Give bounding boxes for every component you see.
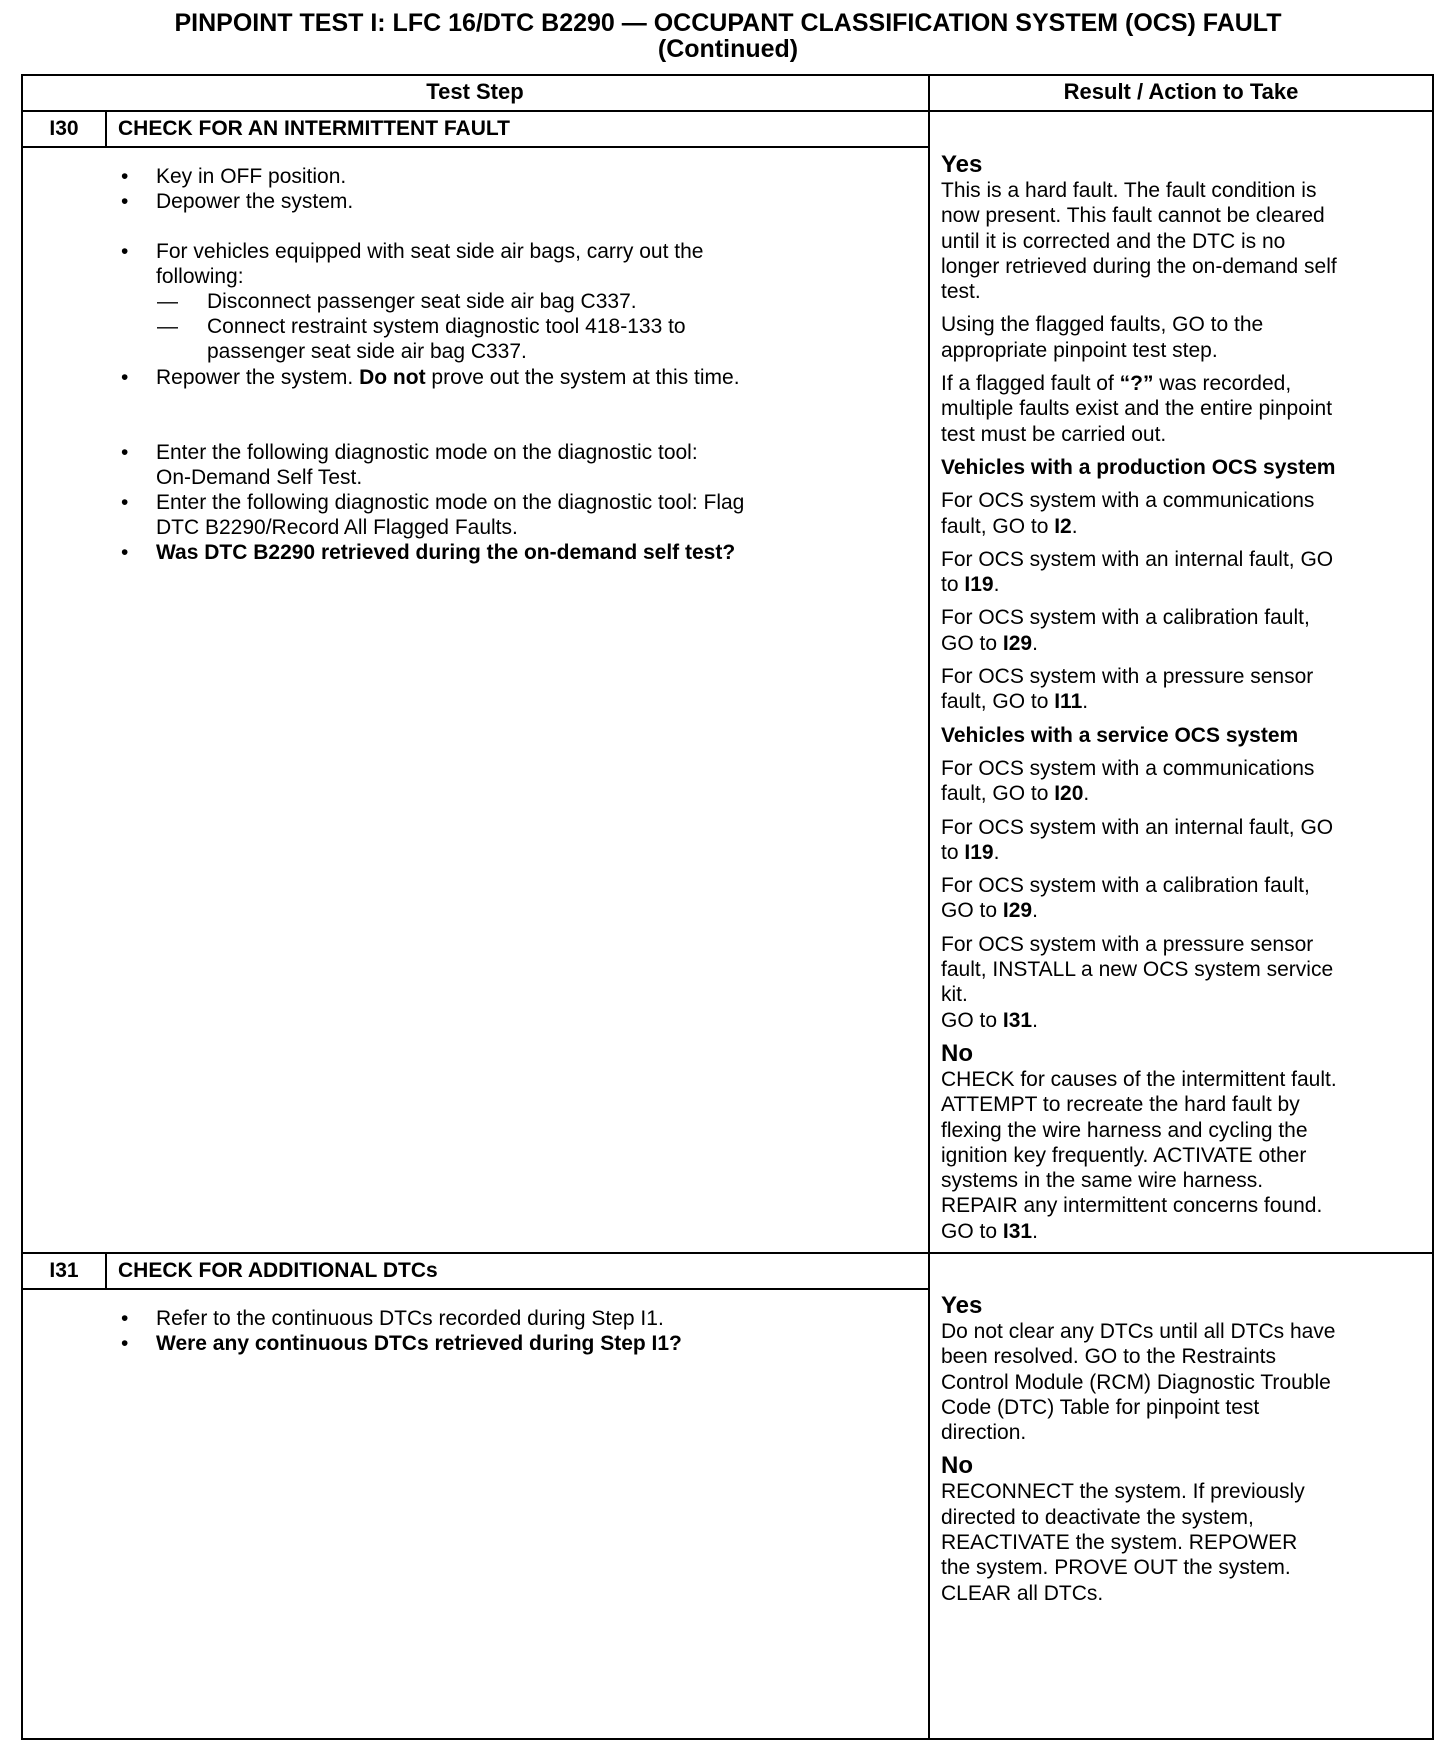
text-line <box>941 1370 1431 1395</box>
text: For OCS system with a pressure sensor <box>941 665 1314 689</box>
text-line <box>941 572 1431 597</box>
bullet-icon: • <box>121 1332 129 1355</box>
text: Yes <box>941 151 983 178</box>
text-line <box>941 1168 1431 1193</box>
text: GO to <box>941 1008 1003 1032</box>
text-line <box>941 312 1431 337</box>
text-line <box>941 840 1431 865</box>
text-line <box>941 488 1431 513</box>
text: Depower the system. <box>156 190 354 213</box>
text: to <box>941 573 965 597</box>
text-line <box>941 1319 1431 1344</box>
text-line <box>941 1067 1431 1092</box>
text-line <box>941 1581 1431 1606</box>
bullet-item <box>121 365 740 390</box>
text: REACTIVATE the system. REPOWER <box>941 1531 1298 1555</box>
text: ignition key frequently. ACTIVATE other <box>941 1143 1307 1167</box>
bullet-item <box>121 164 347 189</box>
text-line <box>941 1293 1431 1319</box>
text-line <box>207 289 637 314</box>
text: For OCS system with a calibration fault, <box>941 606 1310 630</box>
text: On-Demand Self Test. <box>156 466 363 490</box>
result-paragraph <box>941 815 1431 866</box>
table-border-bottom <box>21 1738 1434 1740</box>
text: direction. <box>941 1421 1027 1445</box>
result-paragraph <box>941 371 1431 447</box>
bold-text: Was DTC B2290 retrieved during the on-demand self test? <box>156 541 736 564</box>
text-line <box>941 1420 1431 1445</box>
text: CLEAR all DTCs. <box>941 1581 1104 1605</box>
text-line <box>941 178 1431 203</box>
text: . <box>1032 1008 1038 1032</box>
result-paragraph <box>941 1479 1431 1605</box>
text: . <box>1071 514 1078 538</box>
bullet-item <box>121 440 698 491</box>
text: . <box>993 840 1000 864</box>
text-line <box>941 815 1431 840</box>
text: For OCS system with a communications <box>941 756 1315 780</box>
text-line <box>941 455 1431 480</box>
bold-text: I31 <box>1002 1219 1033 1243</box>
result-paragraph <box>941 664 1431 715</box>
text-line <box>941 514 1431 539</box>
bold-text: I31 <box>1002 1008 1033 1032</box>
text: Yes <box>941 1292 983 1319</box>
text-line <box>941 1453 1431 1479</box>
text-line <box>941 723 1431 748</box>
text: following: <box>156 265 244 289</box>
result-paragraph <box>941 756 1431 807</box>
text: fault, INSTALL a new OCS system service <box>941 958 1334 982</box>
text: was recorded, <box>1153 372 1292 396</box>
text-line <box>941 1530 1431 1555</box>
text-line <box>941 982 1431 1007</box>
bold-text: I29 <box>1002 899 1033 923</box>
text-line <box>156 264 703 289</box>
text: . <box>1083 782 1090 806</box>
bullet-icon: • <box>121 541 129 564</box>
text: For OCS system with a pressure sensor <box>941 932 1314 956</box>
bullet-icon: • <box>121 165 129 188</box>
bullet-item <box>121 540 736 565</box>
text-line <box>941 1395 1431 1420</box>
header-result: Result / Action to Take <box>1063 79 1299 104</box>
text-line <box>941 203 1431 228</box>
bold-text: I2 <box>1054 514 1072 538</box>
bullet-icon: • <box>121 491 129 514</box>
text: Do not clear any DTCs until all DTCs have <box>941 1320 1336 1343</box>
bold-text: I11 <box>1054 690 1083 714</box>
result-paragraph <box>941 178 1431 304</box>
text: Refer to the continuous DTCs recorded during Step I1. <box>156 1307 664 1330</box>
result-paragraph <box>941 605 1431 656</box>
text: multiple faults exist and the entire pinpoint <box>941 397 1333 421</box>
text-line <box>941 422 1431 447</box>
step-id: I31 <box>49 1259 79 1282</box>
text-line <box>156 189 353 214</box>
text: For OCS system with a communications <box>941 489 1315 513</box>
text: now present. This fault cannot be cleared <box>941 204 1325 228</box>
text-line <box>941 1118 1431 1143</box>
text: For OCS system with an internal fault, GO <box>941 547 1334 571</box>
text: fault, GO to <box>941 514 1055 538</box>
text-line <box>156 365 740 390</box>
text: directed to deactivate the system, <box>941 1505 1254 1529</box>
bullet-icon: • <box>121 240 129 263</box>
text-line <box>941 605 1431 630</box>
text: fault, GO to <box>941 782 1055 806</box>
text-line <box>941 1555 1431 1580</box>
text: Code (DTC) Table for pinpoint test <box>941 1395 1260 1419</box>
i30-results <box>941 150 1431 1252</box>
text-line <box>941 664 1431 689</box>
dash-icon: — <box>157 315 178 338</box>
sub-item <box>157 314 686 365</box>
bullet-item <box>121 189 354 214</box>
text: . <box>1082 690 1089 714</box>
text: Control Module (RCM) Diagnostic Trouble <box>941 1370 1331 1394</box>
text-line <box>941 1092 1431 1117</box>
text-line <box>941 689 1431 714</box>
result-label <box>941 1041 1431 1067</box>
i31-results <box>941 1291 1431 1614</box>
bold-text: Were any continuous DTCs retrieved during Step I1? <box>156 1332 682 1355</box>
text-line <box>941 756 1431 781</box>
text: systems in the same wire harness. <box>941 1169 1264 1193</box>
result-paragraph <box>941 312 1431 363</box>
text: GO to <box>941 899 1003 923</box>
text: test must be carried out. <box>941 422 1167 446</box>
text: For OCS system with a calibration fault, <box>941 874 1310 898</box>
text-line <box>156 440 698 465</box>
bold-text: I19 <box>964 840 994 864</box>
text: For OCS system with an internal fault, GO <box>941 815 1334 839</box>
text: GO to <box>941 631 1003 655</box>
text: Vehicles with a production OCS system <box>941 455 1336 479</box>
bold-text: “?” <box>1119 372 1154 396</box>
text-line <box>941 279 1431 304</box>
text-line <box>207 339 686 364</box>
text: For vehicles equipped with seat side air bags, carry out the <box>156 240 704 263</box>
text: ATTEMPT to recreate the hard fault by <box>941 1093 1300 1117</box>
result-label <box>941 1453 1431 1479</box>
bold-text: I20 <box>1054 782 1084 806</box>
text: This is a hard fault. The fault condition is <box>941 179 1317 202</box>
text-line <box>156 490 744 515</box>
result-label <box>941 1293 1431 1319</box>
text-line <box>941 1219 1431 1244</box>
bullet-item <box>121 490 745 541</box>
text: kit. <box>941 983 968 1007</box>
text-line <box>156 164 346 189</box>
result-paragraph <box>941 873 1431 924</box>
text-line <box>941 631 1431 656</box>
bold-text: I19 <box>964 573 994 597</box>
bold-text: Do not <box>359 366 426 389</box>
step-title: CHECK FOR ADDITIONAL DTCs <box>118 1259 438 1282</box>
bold-text: I29 <box>1002 631 1033 655</box>
text-line <box>156 239 703 264</box>
text-line <box>941 1143 1431 1168</box>
text: to <box>941 840 965 864</box>
text: Enter the following diagnostic mode on the diagnostic tool: <box>156 441 698 464</box>
text: RECONNECT the system. If previously <box>941 1480 1305 1504</box>
text-line <box>156 1306 664 1331</box>
page-subtitle: (Continued) <box>657 35 799 63</box>
text: Repower the system. <box>156 366 360 389</box>
step-title: CHECK FOR AN INTERMITTENT FAULT <box>118 117 510 140</box>
text: No <box>941 1452 973 1480</box>
text: GO to <box>941 1219 1003 1243</box>
text: CHECK for causes of the intermittent fault. <box>941 1067 1337 1091</box>
table-border-right <box>1432 74 1434 1740</box>
result-label <box>941 152 1431 178</box>
text: DTC B2290/Record All Flagged Faults. <box>156 516 518 540</box>
text: . <box>993 573 1000 597</box>
text-line <box>941 1193 1431 1218</box>
text: flexing the wire harness and cycling the <box>941 1118 1308 1142</box>
text-line <box>941 371 1431 396</box>
result-paragraph <box>941 488 1431 539</box>
bullet-icon: • <box>121 441 129 464</box>
text: been resolved. GO to the Restraints <box>941 1345 1277 1369</box>
text-line <box>207 314 686 339</box>
text: Key in OFF position. <box>156 165 347 188</box>
text-line <box>941 1479 1431 1504</box>
text-line <box>941 338 1431 363</box>
bullet-item <box>121 239 704 290</box>
text-line <box>941 1041 1431 1067</box>
text-line <box>941 1344 1431 1369</box>
text: appropriate pinpoint test step. <box>941 338 1218 362</box>
text-line <box>156 515 744 540</box>
text-line <box>941 396 1431 421</box>
text: REPAIR any intermittent concerns found. <box>941 1194 1323 1218</box>
text: Connect restraint system diagnostic tool 418-133 to <box>207 315 686 338</box>
text-line <box>156 1331 682 1356</box>
step-id: I30 <box>49 117 79 140</box>
text-line <box>941 254 1431 279</box>
text-line <box>941 229 1431 254</box>
text: passenger seat side air bag C337. <box>207 340 527 364</box>
page-title: PINPOINT TEST I: LFC 16/DTC B2290 — OCCUPANT CLASSIFICATION SYSTEM (OCS) FAULT <box>174 9 1282 37</box>
text-line <box>941 932 1431 957</box>
dash-icon: — <box>157 290 178 313</box>
text: If a flagged fault of <box>941 372 1120 396</box>
header-test-step: Test Step <box>426 79 524 104</box>
result-paragraph <box>941 932 1431 1033</box>
column-divider <box>928 74 930 1740</box>
text: . <box>1032 899 1038 923</box>
text: Disconnect passenger seat side air bag C337. <box>207 290 637 313</box>
result-paragraph <box>941 1319 1431 1445</box>
text-line <box>941 1505 1431 1530</box>
result-heading <box>941 723 1431 748</box>
bullet-item <box>121 1306 664 1331</box>
text-line <box>941 547 1431 572</box>
text-line <box>941 781 1431 806</box>
text: No <box>941 1039 973 1067</box>
text-line <box>941 152 1431 178</box>
text-line <box>941 957 1431 982</box>
text: Enter the following diagnostic mode on the diagnostic tool: Flag <box>156 491 745 514</box>
text-line <box>941 898 1431 923</box>
table-border-left <box>21 74 23 1740</box>
bullet-icon: • <box>121 366 129 389</box>
text: the system. PROVE OUT the system. <box>941 1556 1291 1580</box>
text: fault, GO to <box>941 690 1055 714</box>
text: Vehicles with a service OCS system <box>941 723 1299 747</box>
text: until it is corrected and the DTC is no <box>941 229 1286 253</box>
text: Using the flagged faults, GO to the <box>941 313 1264 337</box>
result-paragraph <box>941 547 1431 598</box>
text-line <box>941 1008 1431 1033</box>
text-line <box>156 465 698 490</box>
text: test. <box>941 280 981 304</box>
text: prove out the system at this time. <box>425 366 740 389</box>
text: . <box>1032 1219 1038 1243</box>
sub-item <box>157 289 637 314</box>
text-line <box>941 873 1431 898</box>
text-line <box>156 540 735 565</box>
bullet-icon: • <box>121 190 129 213</box>
text: longer retrieved during the on-demand self <box>941 254 1337 278</box>
result-heading <box>941 455 1431 480</box>
text: . <box>1032 631 1038 655</box>
bullet-icon: • <box>121 1307 129 1330</box>
bullet-item <box>121 1331 682 1356</box>
result-paragraph <box>941 1067 1431 1244</box>
